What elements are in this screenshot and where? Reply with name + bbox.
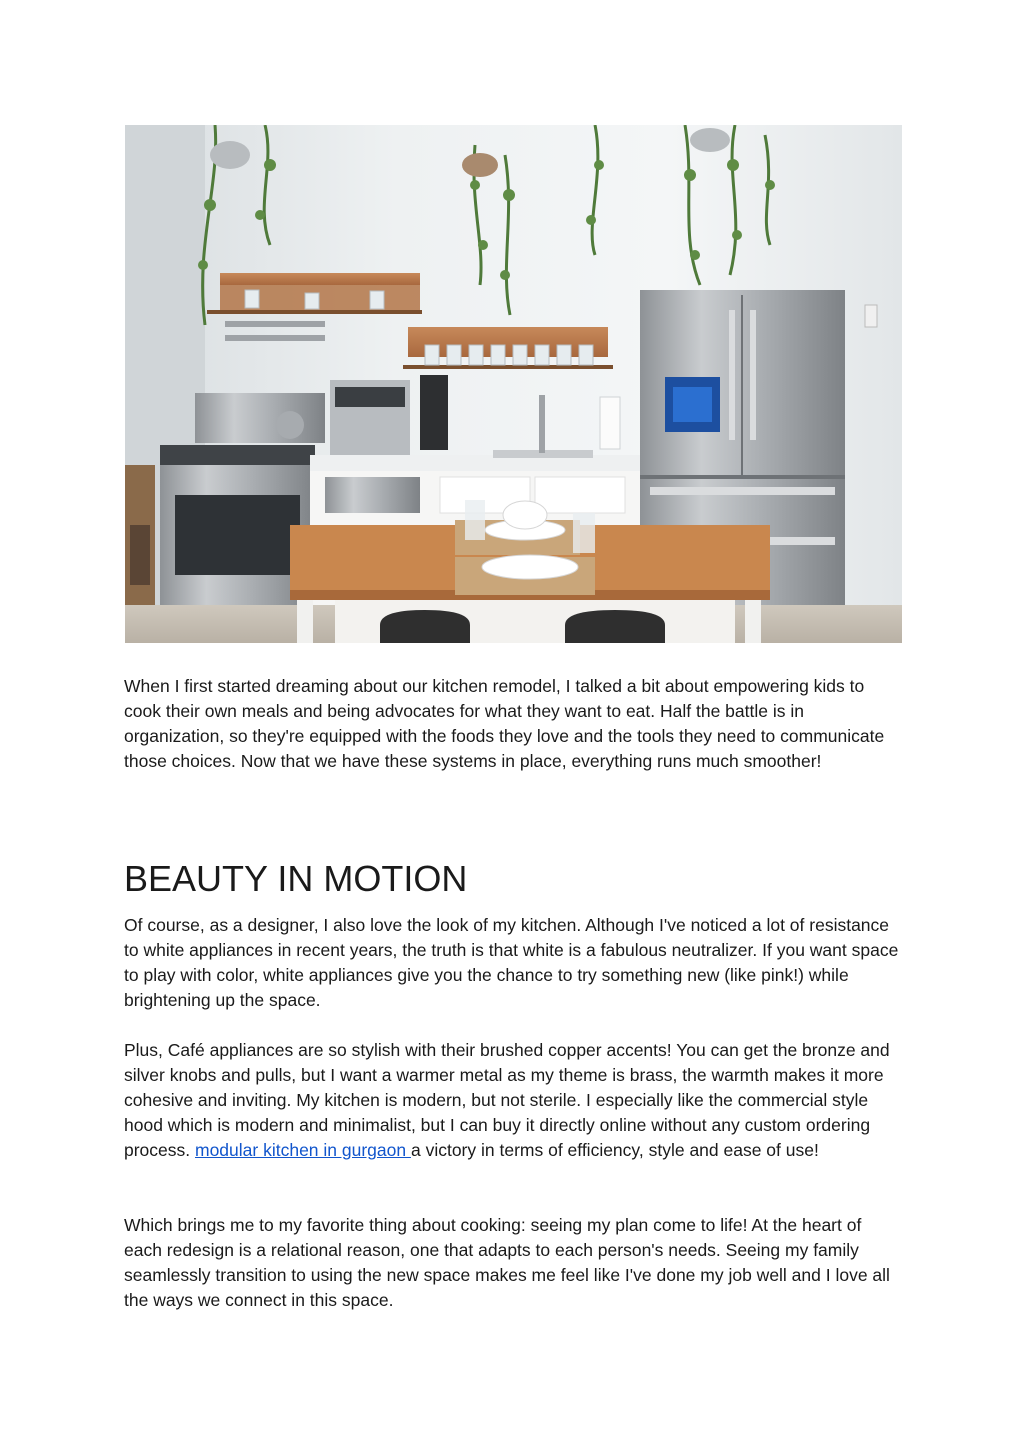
closing-paragraph: Which brings me to my favorite thing about cooking: seeing my plan come to life! At the heart of each redesign is a relational reason, one that adapts to each person's needs. Seeing my family seamlessly transition to using the new space makes me feel like I've done my job well and I love all the ways we connect in this space. xyxy=(124,1215,890,1310)
intro-paragraph: When I first started dreaming about our kitchen remodel, I talked a bit about empowering kids to cook their own meals and being advocates for what they want to eat. Half the battle is in organization, so they're equipped with the foods they love and the tools they need to communicate those choices. Now that we have these systems in place, everything runs much smoother! xyxy=(124,676,885,771)
modular-kitchen-link[interactable]: modular kitchen in gurgaon xyxy=(195,1140,411,1160)
cafe-paragraph-text: Plus, Café appliances are so stylish with their brushed copper accents! You can get the bronze and silver knobs and pulls, but I want a warmer metal as my theme is brass, the warmth makes it more cohesive and inviting. My kitchen is modern, but not sterile. I especially like the commercial style hood which is modern and minimalist, but I can buy it directly online without any custom ordering process. xyxy=(124,1040,890,1160)
cafe-paragraph-text-end: a victory in terms of efficiency, style and ease of use! xyxy=(410,1140,819,1160)
section-heading: BEAUTY IN MOTION xyxy=(124,858,468,899)
kitchen-photo xyxy=(125,125,902,643)
designer-paragraph: Of course, as a designer, I also love the look of my kitchen. Although I've noticed a lot of resistance to white appliances in recent years, the truth is that white is a fabulous neutralizer. If you want space to play with color, white appliances give you the chance to try something new (like pink!) while brightening up the space. xyxy=(124,915,899,1010)
cafe-paragraph xyxy=(124,1038,904,1163)
